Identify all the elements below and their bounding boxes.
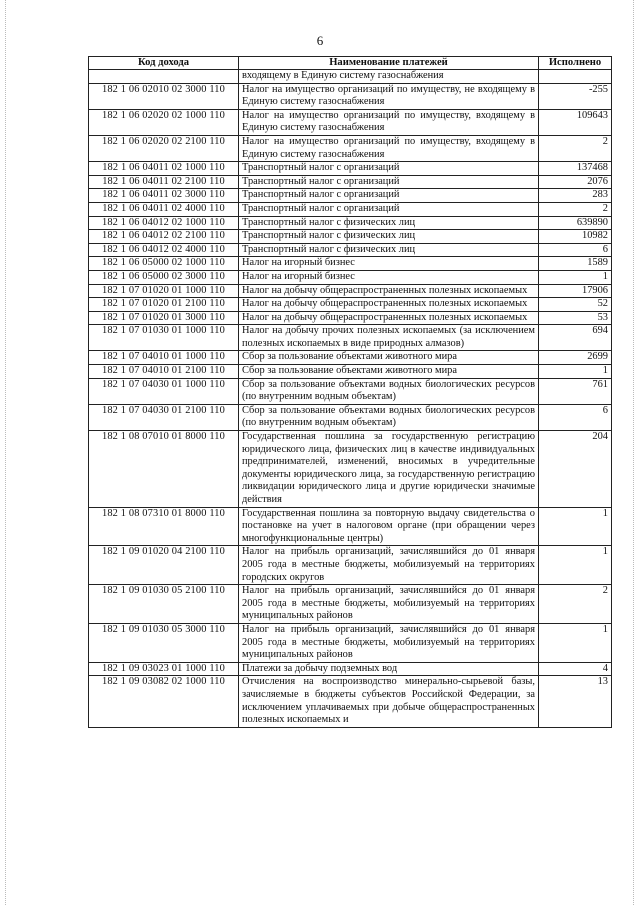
- cell-name: Сбор за пользование объектами животного мира: [239, 365, 539, 379]
- cell-name: Транспортный налог с организаций: [239, 202, 539, 216]
- cell-name: Транспортный налог с организаций: [239, 175, 539, 189]
- table-header-row: [89, 57, 612, 70]
- table-row: [89, 676, 612, 727]
- cell-code: 182 1 06 04011 02 4000 110: [89, 202, 239, 216]
- cell-value: 1: [539, 507, 612, 546]
- cell-code: 182 1 07 01020 01 1000 110: [89, 284, 239, 298]
- cell-code: 182 1 06 04012 02 4000 110: [89, 243, 239, 257]
- cell-value: 639890: [539, 216, 612, 230]
- table-row: [89, 135, 612, 161]
- cell-name: Налог на имущество организаций по имуществу, входящему в Единую систему газоснабжения: [239, 109, 539, 135]
- cell-code: 182 1 06 04011 02 2100 110: [89, 175, 239, 189]
- cell-code: 182 1 07 04030 01 1000 110: [89, 378, 239, 404]
- cell-value: 761: [539, 378, 612, 404]
- cell-name: Налог на прибыль организаций, зачислявшийся до 01 января 2005 года в местные бюджеты, мобилизуемый на территориях городских округов: [239, 546, 539, 585]
- cell-name: Налог на прибыль организаций, зачислявшийся до 01 января 2005 года в местные бюджеты, мобилизуемый на территориях муниципальных районов: [239, 623, 539, 662]
- cell-value: 2: [539, 135, 612, 161]
- table-row: [89, 351, 612, 365]
- cell-value: 53: [539, 311, 612, 325]
- table-row: [89, 623, 612, 662]
- table-row: [89, 202, 612, 216]
- cell-value: 204: [539, 431, 612, 508]
- cell-value: 1589: [539, 257, 612, 271]
- table-row: [89, 662, 612, 676]
- cell-value: 694: [539, 325, 612, 351]
- cell-name: Сбор за пользование объектами водных биологических ресурсов (по внутренним водным объектам): [239, 378, 539, 404]
- cell-value: 2699: [539, 351, 612, 365]
- table-row: [89, 311, 612, 325]
- cell-name: Налог на имущество организаций по имуществу, входящему в Единую систему газоснабжения: [239, 135, 539, 161]
- cell-name: Транспортный налог с физических лиц: [239, 230, 539, 244]
- cell-value: 6: [539, 404, 612, 430]
- cell-name: Сбор за пользование объектами водных биологических ресурсов (по внутренним водным объектам): [239, 404, 539, 430]
- revenue-table: [88, 56, 612, 728]
- table-row: [89, 270, 612, 284]
- header-code: Код дохода: [89, 57, 239, 70]
- cell-code: 182 1 06 04012 02 2100 110: [89, 230, 239, 244]
- cell-value: 1: [539, 365, 612, 379]
- cell-name: Отчисления на воспроизводство минерально-сырьевой базы, зачисляемые в бюджеты субъектов Российской Федерации, за исключением уплачиваемых при добыче общераспространенных полезных ископаемых и: [239, 676, 539, 727]
- cell-value: 6: [539, 243, 612, 257]
- cell-value: -255: [539, 83, 612, 109]
- cell-code: 182 1 06 02010 02 3000 110: [89, 83, 239, 109]
- table-row: [89, 162, 612, 176]
- cell-code: 182 1 07 04030 01 2100 110: [89, 404, 239, 430]
- cell-name: Транспортный налог с организаций: [239, 162, 539, 176]
- cell-name: Налог на игорный бизнес: [239, 270, 539, 284]
- cell-value: [539, 70, 612, 84]
- cell-code: 182 1 07 01020 01 3000 110: [89, 311, 239, 325]
- cell-code: 182 1 08 07010 01 8000 110: [89, 431, 239, 508]
- cell-value: 2: [539, 202, 612, 216]
- cell-name: Налог на добычу общераспространенных полезных ископаемых: [239, 298, 539, 312]
- cell-name: Государственная пошлина за государственную регистрацию юридического лица, физических лиц в качестве индивидуальных предпринимателей, изменений, вносимых в учредительные документы юридического лица, за государственную регистрацию ликвидации юридического лица и другие юридически значимые действия: [239, 431, 539, 508]
- table-row: [89, 175, 612, 189]
- cell-name: Налог на добычу общераспространенных полезных ископаемых: [239, 311, 539, 325]
- cell-name: Налог на добычу общераспространенных полезных ископаемых: [239, 284, 539, 298]
- header-value: Исполнено: [539, 57, 612, 70]
- table-row: [89, 365, 612, 379]
- cell-code: 182 1 09 01030 05 3000 110: [89, 623, 239, 662]
- cell-name: Сбор за пользование объектами животного мира: [239, 351, 539, 365]
- cell-code: 182 1 09 01030 05 2100 110: [89, 585, 239, 624]
- table-row: [89, 70, 612, 84]
- table-row: [89, 243, 612, 257]
- cell-code: [89, 70, 239, 84]
- cell-value: 10982: [539, 230, 612, 244]
- cell-name: Государственная пошлина за повторную выдачу свидетельства о постановке на учет в налоговом органе (при обращении через многофункциональные центры): [239, 507, 539, 546]
- table-row: [89, 431, 612, 508]
- table-body: [89, 70, 612, 728]
- page-number: 6: [316, 33, 324, 48]
- cell-value: 1: [539, 270, 612, 284]
- cell-code: 182 1 06 02020 02 1000 110: [89, 109, 239, 135]
- cell-name: входящему в Единую систему газоснабжения: [239, 70, 539, 84]
- cell-code: 182 1 06 05000 02 3000 110: [89, 270, 239, 284]
- header-name: Наименование платежей: [239, 57, 539, 70]
- table-row: [89, 230, 612, 244]
- cell-code: 182 1 07 04010 01 1000 110: [89, 351, 239, 365]
- table-row: [89, 257, 612, 271]
- cell-value: 13: [539, 676, 612, 727]
- cell-value: 52: [539, 298, 612, 312]
- cell-name: Транспортный налог с физических лиц: [239, 216, 539, 230]
- cell-code: 182 1 06 04012 02 1000 110: [89, 216, 239, 230]
- table-row: [89, 404, 612, 430]
- cell-value: 1: [539, 546, 612, 585]
- table-row: [89, 216, 612, 230]
- cell-value: 4: [539, 662, 612, 676]
- cell-code: 182 1 08 07310 01 8000 110: [89, 507, 239, 546]
- cell-code: 182 1 09 03082 02 1000 110: [89, 676, 239, 727]
- table-row: [89, 83, 612, 109]
- cell-code: 182 1 06 02020 02 2100 110: [89, 135, 239, 161]
- cell-value: 17906: [539, 284, 612, 298]
- table-row: [89, 298, 612, 312]
- cell-name: Налог на игорный бизнес: [239, 257, 539, 271]
- page-edge-left: [5, 0, 7, 905]
- cell-value: 283: [539, 189, 612, 203]
- cell-name: Налог на добычу прочих полезных ископаемых (за исключением полезных ископаемых в виде природных алмазов): [239, 325, 539, 351]
- table-row: [89, 325, 612, 351]
- cell-code: 182 1 07 01020 01 2100 110: [89, 298, 239, 312]
- cell-value: 109643: [539, 109, 612, 135]
- table-row: [89, 585, 612, 624]
- cell-code: 182 1 06 04011 02 3000 110: [89, 189, 239, 203]
- page-edge-right: [633, 0, 635, 905]
- cell-value: 1: [539, 623, 612, 662]
- cell-name: Платежи за добычу подземных вод: [239, 662, 539, 676]
- table-row: [89, 284, 612, 298]
- cell-value: 137468: [539, 162, 612, 176]
- cell-code: 182 1 09 03023 01 1000 110: [89, 662, 239, 676]
- table-row: [89, 546, 612, 585]
- cell-code: 182 1 07 01030 01 1000 110: [89, 325, 239, 351]
- table-row: [89, 109, 612, 135]
- cell-value: 2076: [539, 175, 612, 189]
- cell-name: Налог на прибыль организаций, зачислявшийся до 01 января 2005 года в местные бюджеты, мобилизуемый на территориях муниципальных районов: [239, 585, 539, 624]
- cell-code: 182 1 09 01020 04 2100 110: [89, 546, 239, 585]
- cell-name: Налог на имущество организаций по имуществу, не входящему в Единую систему газоснабжения: [239, 83, 539, 109]
- cell-code: 182 1 07 04010 01 2100 110: [89, 365, 239, 379]
- cell-value: 2: [539, 585, 612, 624]
- cell-code: 182 1 06 05000 02 1000 110: [89, 257, 239, 271]
- table-row: [89, 378, 612, 404]
- cell-name: Транспортный налог с организаций: [239, 189, 539, 203]
- cell-code: 182 1 06 04011 02 1000 110: [89, 162, 239, 176]
- table-row: [89, 507, 612, 546]
- cell-name: Транспортный налог с физических лиц: [239, 243, 539, 257]
- table-row: [89, 189, 612, 203]
